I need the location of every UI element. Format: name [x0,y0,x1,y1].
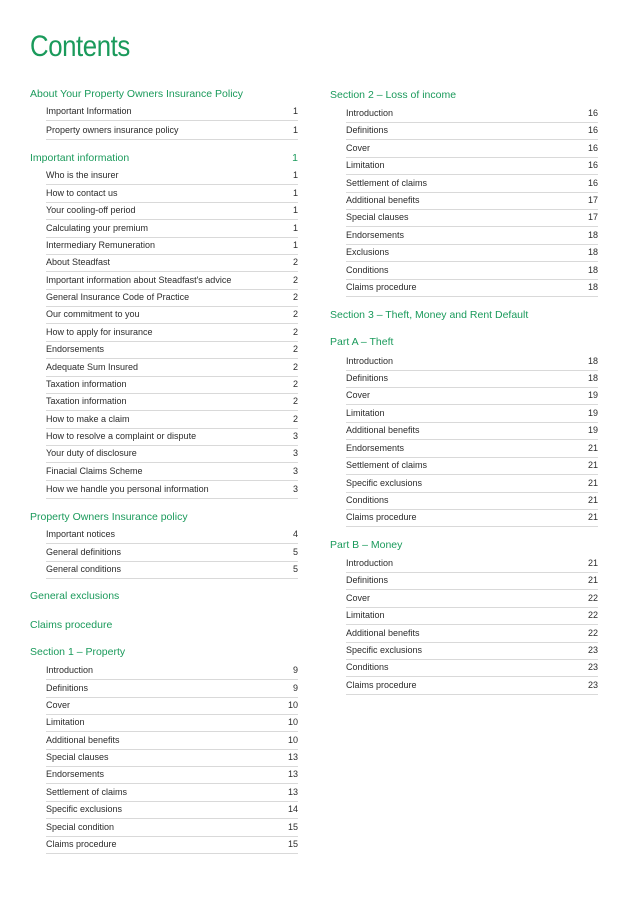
toc-divider [346,261,598,262]
toc-entry-label: Your cooling-off period [46,205,136,215]
toc-page-number: 1 [292,106,298,116]
toc-entry[interactable] [46,125,298,135]
toc-entry[interactable] [346,512,598,522]
toc-page-number: 4 [292,529,298,539]
toc-divider [346,404,598,405]
toc-entry-label: Specific exclusions [346,645,423,655]
toc-heading[interactable] [30,646,298,658]
toc-entry-label: Specific exclusions [346,478,423,488]
toc-entry-label: Specific exclusions [46,804,123,814]
toc-entry-label: Claims procedure [346,512,417,522]
toc-entry-label: Additional benefits [46,735,120,745]
toc-page-number: 19 [587,425,598,435]
toc-entry[interactable] [46,484,298,494]
toc-entry-label: Finacial Claims Scheme [46,466,143,476]
toc-heading-label: Section 1 – Property [30,646,126,658]
toc-entry-label: Our commitment to you [46,309,140,319]
toc-entry[interactable] [346,478,598,488]
toc-divider [346,607,598,608]
toc-divider [346,642,598,643]
toc-page-number: 2 [292,292,298,302]
toc-divider [346,192,598,193]
toc-divider [346,296,598,297]
toc-entry-label: Special condition [46,822,115,832]
toc-page-number: 23 [587,645,598,655]
toc-page-number: 2 [292,309,298,319]
toc-page-number: 17 [587,195,598,205]
toc-page-number: 1 [292,170,298,180]
toc-page-number: 16 [587,125,598,135]
toc-page-number: 22 [587,593,598,603]
toc-divider [346,387,598,388]
toc-divider [346,509,598,510]
toc-divider [346,174,598,175]
toc-divider [346,589,598,590]
toc-divider [346,694,598,695]
toc-divider [346,676,598,677]
toc-entry-label: Cover [46,700,71,710]
toc-page-number: 18 [587,282,598,292]
toc-divider [46,139,298,140]
toc-entry[interactable] [346,460,598,470]
toc-page-number: 15 [287,822,298,832]
toc-entry[interactable] [346,212,598,222]
toc-entry-label: General Insurance Code of Practice [46,292,190,302]
toc-entry-label: Settlement of claims [346,178,428,188]
toc-heading[interactable] [330,539,598,551]
toc-heading[interactable] [30,88,298,100]
toc-divider [46,679,298,680]
toc-heading[interactable] [330,309,598,321]
toc-page-number: 19 [587,408,598,418]
toc-page-number: 13 [287,752,298,762]
toc-entry[interactable] [346,495,598,505]
toc-entry[interactable] [46,735,298,745]
toc-entry[interactable] [46,188,298,198]
toc-page-number: 21 [587,478,598,488]
toc-divider [346,139,598,140]
toc-divider [46,306,298,307]
toc-page-number: 1 [292,205,298,215]
toc-entry[interactable] [46,717,298,727]
toc-divider [346,526,598,527]
toc-entry-label: How we handle you personal information [46,484,209,494]
toc-heading-label: Section 2 – Loss of income [330,89,457,101]
toc-divider [46,783,298,784]
toc-page-number: 16 [587,160,598,170]
toc-heading-label: Important information [30,152,130,164]
toc-divider [46,853,298,854]
toc-entry-label: Conditions [346,495,389,505]
toc-divider [46,271,298,272]
toc-divider [346,659,598,660]
toc-entry[interactable] [346,125,598,135]
toc-entry[interactable] [346,247,598,257]
toc-divider [346,370,598,371]
toc-entry-label: Claims procedure [346,282,417,292]
toc-entry[interactable] [346,282,598,292]
toc-entry-label: Who is the insurer [46,170,119,180]
toc-page-number: 16 [587,143,598,153]
toc-entry-label: Endorsements [46,769,105,779]
toc-entry-label: Calculating your premium [46,223,149,233]
toc-entry-label: Limitation [346,160,385,170]
toc-page-number: 18 [587,265,598,275]
toc-page-number: 1 [292,223,298,233]
toc-entry[interactable] [346,680,598,690]
toc-entry[interactable] [46,752,298,762]
toc-heading[interactable] [330,89,598,101]
toc-entry-label: Introduction [46,665,94,675]
toc-entry-label: Endorsements [46,344,105,354]
toc-page-number: 3 [292,448,298,458]
toc-entry[interactable] [346,425,598,435]
toc-page-number: 3 [292,484,298,494]
toc-entry-label: Cover [346,390,371,400]
toc-entry-label: Settlement of claims [46,787,128,797]
toc-page-number: 10 [287,735,298,745]
toc-page-number: 22 [587,610,598,620]
toc-page-number: 1 [292,125,298,135]
toc-entry[interactable] [46,379,298,389]
toc-heading[interactable] [30,590,298,602]
toc-divider [346,209,598,210]
toc-heading-label: General exclusions [30,590,120,602]
toc-heading[interactable] [30,511,298,523]
toc-divider [46,323,298,324]
toc-entry-label: Definitions [346,125,389,135]
toc-divider [46,480,298,481]
toc-entry[interactable] [346,373,598,383]
toc-entry[interactable] [46,804,298,814]
toc-heading-label: Claims procedure [30,619,113,631]
toc-entry[interactable] [346,628,598,638]
toc-divider [46,749,298,750]
toc-page-number: 18 [587,356,598,366]
toc-divider [46,410,298,411]
toc-heading-label: Property Owners Insurance policy [30,511,188,523]
toc-divider [46,237,298,238]
toc-entry-label: Definitions [46,683,89,693]
toc-page-number: 21 [587,443,598,453]
toc-divider [46,219,298,220]
toc-entry[interactable] [346,610,598,620]
toc-divider [46,836,298,837]
toc-page-number: 9 [292,665,298,675]
toc-entry[interactable] [46,547,298,557]
toc-entry-label: About Steadfast [46,257,111,267]
toc-divider [346,624,598,625]
toc-entry-label: Introduction [346,356,394,366]
toc-entry-label: Endorsements [346,443,405,453]
toc-entry-label: Additional benefits [346,628,420,638]
toc-entry[interactable] [346,408,598,418]
toc-entry-label: Important notices [46,529,116,539]
toc-page-number: 10 [287,717,298,727]
toc-entry[interactable] [346,575,598,585]
toc-divider [46,766,298,767]
toc-entry[interactable] [346,593,598,603]
toc-entry-label: How to apply for insurance [46,327,153,337]
toc-entry[interactable] [46,683,298,693]
toc-divider [346,572,598,573]
toc-entry[interactable] [346,195,598,205]
toc-entry[interactable] [346,160,598,170]
toc-entry-label: Taxation information [46,379,127,389]
toc-entry-label: Limitation [346,610,385,620]
toc-divider [46,578,298,579]
toc-entry-label: Introduction [346,558,394,568]
toc-divider [46,445,298,446]
toc-entry[interactable] [46,665,298,675]
toc-entry-label: Important Information [46,106,132,116]
toc-entry-label: General definitions [46,547,122,557]
toc-entry[interactable] [46,292,298,302]
toc-page-number: 19 [587,390,598,400]
toc-divider [46,543,298,544]
toc-page-number: 2 [292,327,298,337]
toc-divider [46,498,298,499]
toc-divider [346,157,598,158]
toc-entry-label: Claims procedure [46,839,117,849]
toc-divider [46,697,298,698]
toc-page-number: 21 [587,575,598,585]
toc-page-number: 3 [292,431,298,441]
toc-page-number: 18 [587,373,598,383]
page-title: Contents [30,30,130,63]
toc-page-number: 10 [287,700,298,710]
toc-page-number: 21 [587,558,598,568]
toc-entry-label: Introduction [346,108,394,118]
toc-divider [46,184,298,185]
toc-page-number: 18 [587,247,598,257]
toc-page-number: 21 [587,512,598,522]
toc-entry[interactable] [46,275,298,285]
toc-entry[interactable] [346,143,598,153]
toc-entry-label: Definitions [346,373,389,383]
toc-page-number: 16 [587,108,598,118]
toc-entry-label: Limitation [46,717,85,727]
toc-entry-label: Special clauses [346,212,409,222]
toc-page-number: 2 [292,362,298,372]
toc-entry-label: Property owners insurance policy [46,125,179,135]
toc-entry[interactable] [46,414,298,424]
toc-divider [346,457,598,458]
toc-entry-label: Limitation [346,408,385,418]
toc-entry[interactable] [46,205,298,215]
toc-entry-label: Cover [346,143,371,153]
toc-entry[interactable] [46,822,298,832]
toc-page-number: 13 [287,787,298,797]
toc-page-number: 22 [587,628,598,638]
toc-heading-label: Part A – Theft [330,336,394,348]
toc-page-number: 21 [587,495,598,505]
toc-entry[interactable] [46,431,298,441]
toc-page-number: 1 [292,188,298,198]
toc-divider [46,254,298,255]
toc-entry-label: Cover [346,593,371,603]
toc-page-number: 1 [292,240,298,250]
toc-entry[interactable] [46,396,298,406]
toc-entry-label: Adequate Sum Insured [46,362,139,372]
toc-page-number: 2 [292,379,298,389]
toc-divider [346,474,598,475]
toc-heading-label: Part B – Money [330,539,403,551]
toc-entry-label: Claims procedure [346,680,417,690]
toc-divider [346,439,598,440]
toc-entry[interactable] [46,257,298,267]
toc-entry-label: Taxation information [46,396,127,406]
toc-entry[interactable] [346,390,598,400]
toc-divider [346,122,598,123]
toc-page-number: 17 [587,212,598,222]
toc-entry[interactable] [46,787,298,797]
toc-divider [46,376,298,377]
toc-page-number: 9 [292,683,298,693]
toc-entry[interactable] [46,344,298,354]
toc-page-number: 1 [292,152,298,164]
toc-entry-label: Your duty of disclosure [46,448,137,458]
toc-entry[interactable] [346,230,598,240]
toc-divider [46,818,298,819]
toc-page-number: 2 [292,257,298,267]
toc-divider [346,492,598,493]
toc-heading-label: Section 3 – Theft, Money and Rent Default [330,309,529,321]
toc-entry[interactable] [346,265,598,275]
toc-divider [46,462,298,463]
toc-page-number: 15 [287,839,298,849]
toc-entry[interactable] [346,356,598,366]
toc-divider [46,341,298,342]
toc-page-number: 16 [587,178,598,188]
toc-page-number: 21 [587,460,598,470]
toc-divider [46,731,298,732]
toc-entry[interactable] [46,309,298,319]
toc-page-number: 2 [292,396,298,406]
toc-entry-label: Conditions [346,265,389,275]
toc-entry-label: Additional benefits [346,425,420,435]
toc-entry[interactable] [46,327,298,337]
toc-entry-label: Important information about Steadfast's advice [46,275,232,285]
toc-entry[interactable] [346,662,598,672]
toc-page-number: 2 [292,344,298,354]
toc-heading-label: About Your Property Owners Insurance Policy [30,88,244,100]
toc-entry[interactable] [46,839,298,849]
toc-entry[interactable] [46,448,298,458]
toc-divider [46,120,298,121]
toc-entry[interactable] [46,362,298,372]
toc-heading[interactable] [30,152,298,164]
toc-divider [46,358,298,359]
toc-divider [46,714,298,715]
toc-divider [46,289,298,290]
toc-heading[interactable] [330,336,598,348]
toc-entry[interactable] [46,564,298,574]
toc-page-number: 18 [587,230,598,240]
toc-entry-label: Conditions [346,662,389,672]
toc-page-number: 14 [287,804,298,814]
toc-heading[interactable] [30,619,298,631]
toc-divider [46,393,298,394]
toc-entry-label: General conditions [46,564,122,574]
toc-page-number: 3 [292,466,298,476]
toc-page-number: 13 [287,769,298,779]
toc-entry[interactable] [46,223,298,233]
toc-entry[interactable] [346,108,598,118]
toc-page-number: 23 [587,680,598,690]
toc-entry-label: How to make a claim [46,414,130,424]
toc-divider [46,428,298,429]
toc-entry[interactable] [46,106,298,116]
toc-divider [46,561,298,562]
toc-divider [346,226,598,227]
toc-page-number: 5 [292,547,298,557]
toc-entry[interactable] [346,645,598,655]
toc-page-number: 5 [292,564,298,574]
toc-entry[interactable] [46,466,298,476]
toc-page-number: 23 [587,662,598,672]
toc-entry[interactable] [46,769,298,779]
toc-entry-label: How to resolve a complaint or dispute [46,431,197,441]
toc-entry-label: Definitions [346,575,389,585]
toc-entry-label: Intermediary Remuneration [46,240,156,250]
toc-divider [46,801,298,802]
toc-entry-label: Exclusions [346,247,390,257]
toc-divider [346,279,598,280]
toc-entry[interactable] [346,178,598,188]
toc-divider [346,422,598,423]
toc-entry[interactable] [46,170,298,180]
toc-entry-label: Additional benefits [346,195,420,205]
toc-entry[interactable] [46,529,298,539]
toc-entry[interactable] [346,443,598,453]
toc-entry[interactable] [346,558,598,568]
toc-page-number: 2 [292,414,298,424]
toc-divider [346,244,598,245]
toc-entry-label: Special clauses [46,752,109,762]
toc-entry-label: Endorsements [346,230,405,240]
toc-entry-label: Settlement of claims [346,460,428,470]
toc-page-number: 2 [292,275,298,285]
toc-entry[interactable] [46,700,298,710]
toc-entry-label: How to contact us [46,188,118,198]
toc-divider [46,202,298,203]
toc-entry[interactable] [46,240,298,250]
